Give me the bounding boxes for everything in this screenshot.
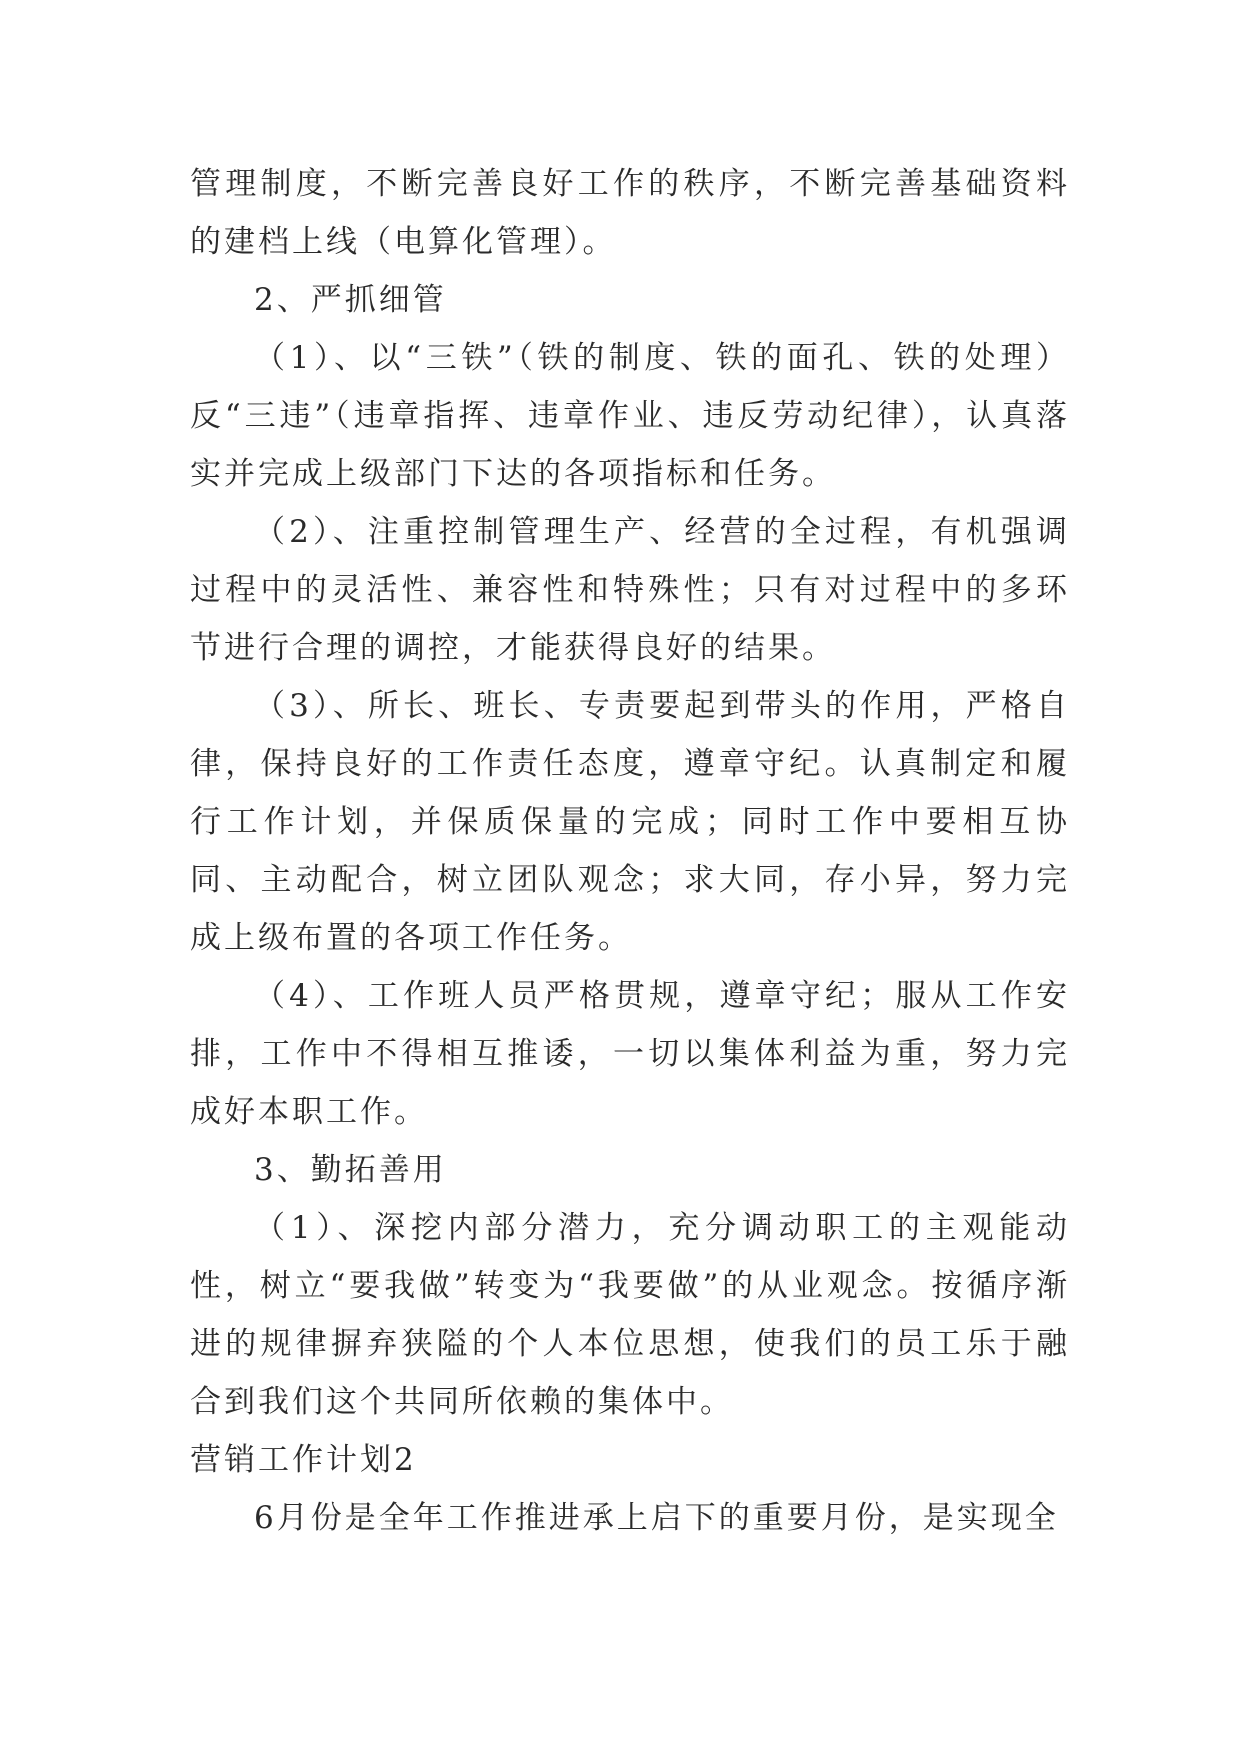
plan-title-2: 营销工作计划2: [190, 1442, 417, 1478]
section-heading-3: 3、勤拓善用: [254, 1152, 447, 1188]
document-body: [190, 155, 1070, 1547]
paragraph-2-1: （1）、以“三铁”（铁的制度、铁的面孔、铁的处理）反“三违”（违章指挥、违章作业、违反劳动纪律），认真落实并完成上级部门下达的各项指标和任务。: [190, 340, 1070, 492]
paragraph-2-4: （4）、工作班人员严格贯规，遵章守纪；服从工作安排，工作中不得相互推诿，一切以集体利益为重，努力完成好本职工作。: [190, 978, 1070, 1130]
paragraph-continuation: 管理制度，不断完善良好工作的秩序，不断完善基础资料的建档上线（电算化管理）。: [190, 166, 1070, 260]
paragraph-2-2: （2）、注重控制管理生产、经营的全过程，有机强调过程中的灵活性、兼容性和特殊性；只有对过程中的多环节进行合理的调控，才能获得良好的结果。: [190, 514, 1070, 666]
paragraph-plan-2-intro: 6月份是全年工作推进承上启下的重要月份，是实现全: [254, 1500, 1059, 1536]
paragraph-3-1: （1）、深挖内部分潜力，充分调动职工的主观能动性，树立“要我做”转变为“我要做”的从业观念。按循序渐进的规律摒弃狭隘的个人本位思想，使我们的员工乐于融合到我们这个共同所依赖的集体中。: [190, 1210, 1070, 1420]
paragraph-2-3: （3）、所长、班长、专责要起到带头的作用，严格自律，保持良好的工作责任态度，遵章守纪。认真制定和履行工作计划，并保质保量的完成；同时工作中要相互协同、主动配合，树立团队观念；求大同，存小异，努力完成上级布置的各项工作任务。: [190, 688, 1070, 956]
section-heading-2: 2、严抓细管: [254, 282, 447, 318]
